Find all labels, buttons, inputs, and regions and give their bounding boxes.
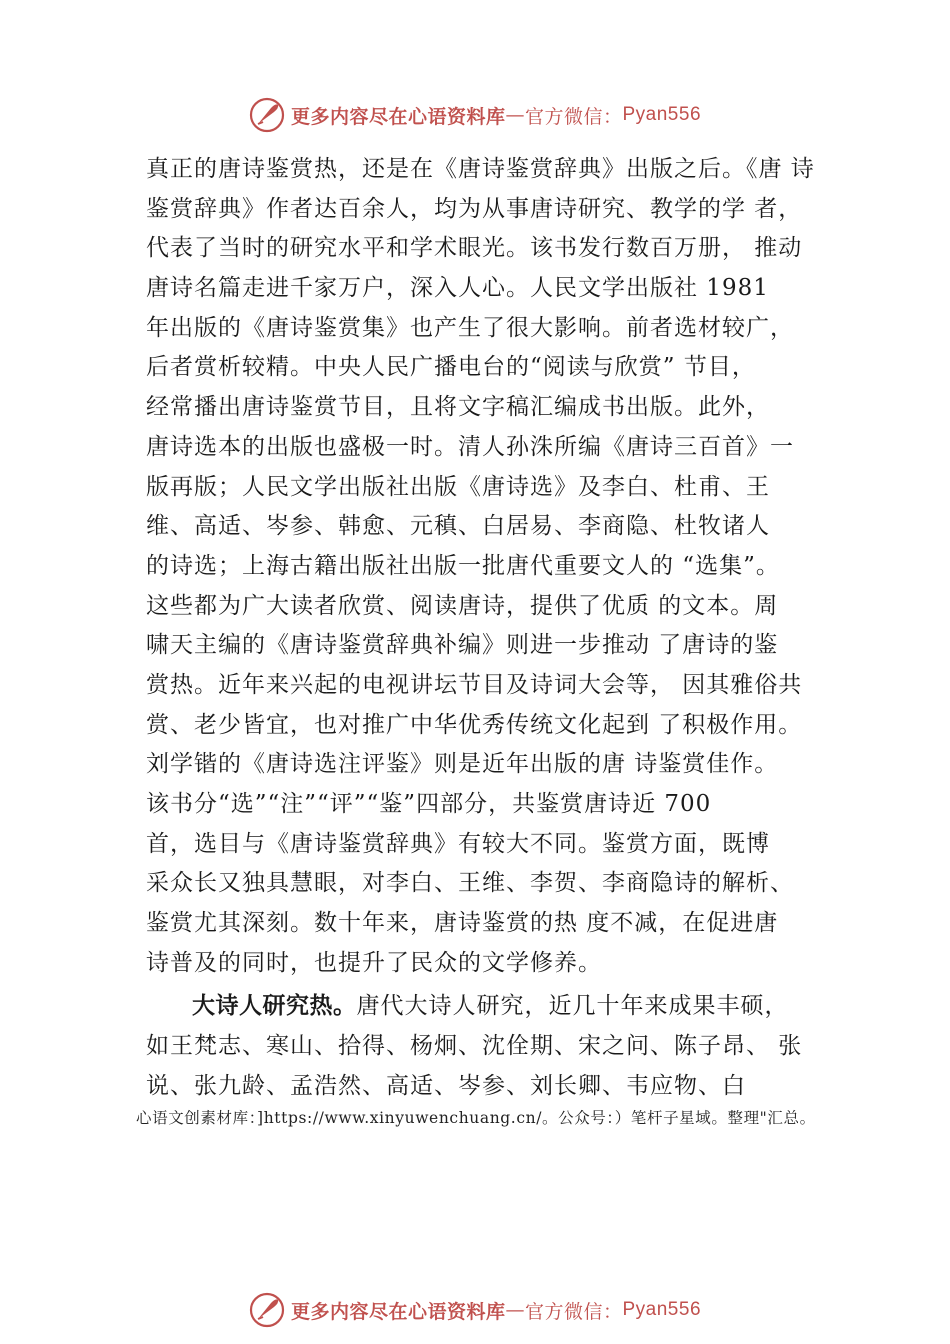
article-body bbox=[146, 150, 846, 1107]
quill-pen-icon bbox=[249, 97, 285, 133]
text-line: 唐诗选本的出版也盛极一时。清人孙洙所编《唐诗三百首》一 bbox=[146, 433, 794, 460]
text-line: 该书分“选”“注”“评”“鉴”四部分，共鉴赏唐诗近 700 bbox=[146, 791, 712, 817]
text-line bbox=[146, 987, 846, 1027]
text-line: 真正的唐诗鉴赏热，还是在《唐诗鉴赏辞典》出版之后。《唐 诗 bbox=[146, 156, 815, 182]
banner-separator: — bbox=[505, 1299, 525, 1321]
footer-watermark-banner bbox=[0, 1290, 950, 1330]
text-line: 啸天主编的《唐诗鉴赏辞典补编》则进一步推动 了唐诗的鉴 bbox=[146, 632, 779, 659]
text-line: 赏热。近年来兴起的电视讲坛节目及诗词大会等， 因其雅俗共 bbox=[146, 671, 803, 698]
section-lead-heading: 大诗人研究热。 bbox=[192, 993, 357, 1020]
text-line: 唐诗名篇走进千家万户，深入人心。人民文学出版社 1981 bbox=[146, 275, 769, 302]
banner-separator: — bbox=[505, 104, 525, 126]
text-line: 鉴赏尤其深刻。数十年来，唐诗鉴赏的热 度不减，在促进唐 bbox=[146, 910, 779, 937]
text-line: 采众长又独具慧眼，对李白、王维、李贺、李商隐诗的解析、 bbox=[146, 870, 794, 897]
banner-subtitle: 官方微信： bbox=[524, 1300, 623, 1323]
text-line: 说、张九龄、孟浩然、高适、岑参、刘长卿、韦应物、白 bbox=[146, 1072, 746, 1099]
header-watermark-banner bbox=[0, 95, 950, 135]
banner-title: 更多内容尽在心语资料库 bbox=[290, 105, 506, 128]
text-line: 赏、老少皆宜，也对推广中华优秀传统文化起到 了积极作用。 bbox=[146, 711, 803, 738]
text-line-rest: 唐代大诗人研究，近几十年来成果丰硕， bbox=[356, 993, 789, 1020]
banner-official-id: Pyan556 bbox=[622, 1299, 702, 1320]
text-line: 经常播出唐诗鉴赏节目，且将文字稿汇编成书出版。此外， bbox=[146, 394, 770, 421]
text-line: 刘学锴的《唐诗选注评鉴》则是近年出版的唐 诗鉴赏佳作。 bbox=[146, 751, 779, 778]
text-line: 版再版；人民文学出版社出版《唐诗选》及李白、杜甫、王 bbox=[146, 473, 770, 500]
banner-subtitle: 官方微信： bbox=[524, 105, 623, 128]
banner-official-id: Pyan556 bbox=[622, 104, 702, 125]
text-line: 的诗选；上海古籍出版社出版一批唐代重要文人的 “选集”。 bbox=[146, 552, 780, 579]
text-line: 年出版的《唐诗鉴赏集》也产生了很大影响。前者选材较广， bbox=[146, 314, 794, 341]
paragraph-scholarship bbox=[146, 150, 846, 983]
source-footnote: 心语文创素材库：]https://www.xinyuwenchuang.cn/。公众号：）笔杆子星域。整理"汇总。 bbox=[136, 1109, 816, 1127]
text-line: 首，选目与《唐诗鉴赏辞典》有较大不同。鉴赏方面，既博 bbox=[146, 830, 770, 857]
text-line: 后者赏析较精。中央人民广播电台的“阅读与欣赏” 节目， bbox=[146, 354, 756, 381]
text-line: 鉴赏辞典》作者达百余人，均为从事唐诗研究、教学的学 者， bbox=[146, 195, 803, 222]
text-line: 诗普及的同时，也提升了民众的文学修养。 bbox=[146, 949, 602, 976]
paragraph-poet-research bbox=[146, 987, 846, 1106]
text-line: 维、高适、岑参、韩愈、元稹、白居易、李商隐、杜牧诸人 bbox=[146, 513, 770, 540]
text-line: 这些都为广大读者欣赏、阅读唐诗，提供了优质 的文本。周 bbox=[146, 592, 779, 619]
text-line: 如王梵志、寒山、拾得、杨炯、沈佺期、宋之问、陈子昂、 张 bbox=[146, 1033, 803, 1060]
text-line: 代表了当时的研究水平和学术眼光。该书发行数百万册， 推动 bbox=[146, 235, 803, 262]
banner-title: 更多内容尽在心语资料库 bbox=[290, 1300, 506, 1323]
quill-pen-icon bbox=[249, 1292, 285, 1328]
